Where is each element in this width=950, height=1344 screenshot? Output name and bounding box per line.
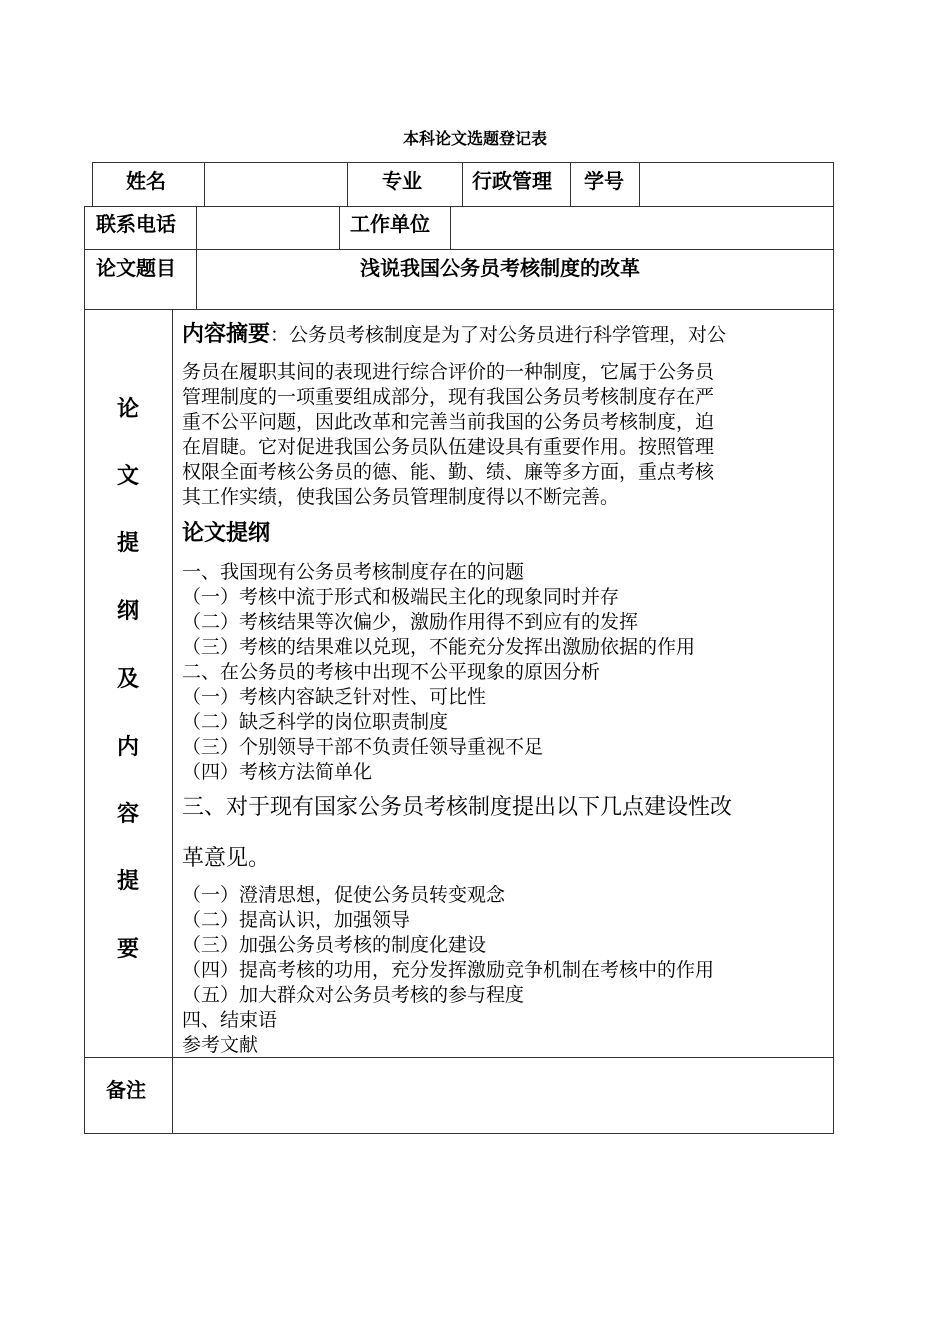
outline-item: （二）提高认识，加强领导 [182,909,411,931]
abstract-line: 重不公平问题，因此改革和完善当前我国的公务员考核制度，迫 [182,411,715,433]
form-title: 本科论文选题登记表 [402,129,547,148]
outline-item: （四）考核方法简单化 [182,761,373,783]
major-label: 专业 [382,169,422,193]
outline-item: （四）提高考核的功用，充分发挥激励竞争机制在考核中的作用 [182,959,715,981]
outline-item: （二）考核结果等次偏少，激励作用得不到应有的发挥 [182,611,639,633]
topic-value: 浅说我国公务员考核制度的改革 [360,256,640,280]
side-label-char: 文 [116,464,139,489]
outline-item: （一）澄清思想，促使公务员转变观念 [182,884,506,906]
outline-item: （一）考核中流于形式和极端民主化的现象同时并存 [182,586,620,608]
phone-field[interactable] [198,208,337,248]
side-label-char: 提 [116,869,139,894]
outline-item: （三）考核的结果难以兑现，不能充分发挥出激励依据的作用 [182,636,696,658]
abstract-text: ：公务员考核制度是为了对公务员进行科学管理，对公 [270,324,727,346]
remarks-field[interactable] [174,1059,832,1132]
outline-item: 四、结束语 [182,1009,278,1031]
abstract-first-line [182,322,726,348]
work-unit-label: 工作单位 [350,212,430,236]
phone-label: 联系电话 [96,212,176,236]
work-unit-field[interactable] [452,208,832,248]
outline-item: 一、我国现有公务员考核制度存在的问题 [182,561,525,583]
outline-item: （三）个别领导干部不负责任领导重视不足 [182,736,544,758]
outline-item: （三）加强公务员考核的制度化建设 [182,934,487,956]
outline-item: （一）考核内容缺乏针对性、可比性 [182,686,487,708]
student-id-field[interactable] [641,164,832,205]
side-label-char: 论 [116,397,139,422]
outline-item: （二）缺乏科学的岗位职责制度 [182,711,449,733]
major-value: 行政管理 [472,169,552,193]
abstract-line: 其工作实绩，使我国公务员管理制度得以不断完善。 [182,486,620,508]
abstract-heading: 内容摘要 [182,322,271,347]
outline-item: 参考文献 [182,1034,259,1056]
side-label-char: 要 [116,937,139,962]
outline-heading: 论文提纲 [182,521,271,546]
topic-label: 论文题目 [96,256,176,280]
side-label-char: 容 [116,802,139,827]
outline-item: （五）加大群众对公务员考核的参与程度 [182,984,525,1006]
outline-part3-line: 革意见。 [182,846,271,871]
abstract-line: 管理制度的一项重要组成部分，现有我国公务员考核制度存在严 [182,386,715,408]
side-label-char: 提 [116,531,139,556]
student-id-label: 学号 [584,169,624,193]
abstract-line: 权限全面考核公务员的德、能、勤、绩、廉等多方面，重点考核 [182,461,715,483]
remarks-label: 备注 [106,1078,146,1102]
name-label: 姓名 [126,169,166,193]
abstract-line: 务员在履职其间的表现进行综合评价的一种制度，它属于公务员 [182,361,715,383]
outline-part3-line: 三、对于现有国家公务员考核制度提出以下几点建设性改 [182,795,733,820]
outline-item: 二、在公务员的考核中出现不公平现象的原因分析 [182,661,601,683]
abstract-line: 在眉睫。它对促进我国公务员队伍建设具有重要作用。按照管理 [182,436,715,458]
side-label-char: 及 [116,667,139,692]
side-label-char: 纲 [116,599,139,624]
side-label-char: 内 [116,735,139,760]
name-field[interactable] [206,164,345,205]
